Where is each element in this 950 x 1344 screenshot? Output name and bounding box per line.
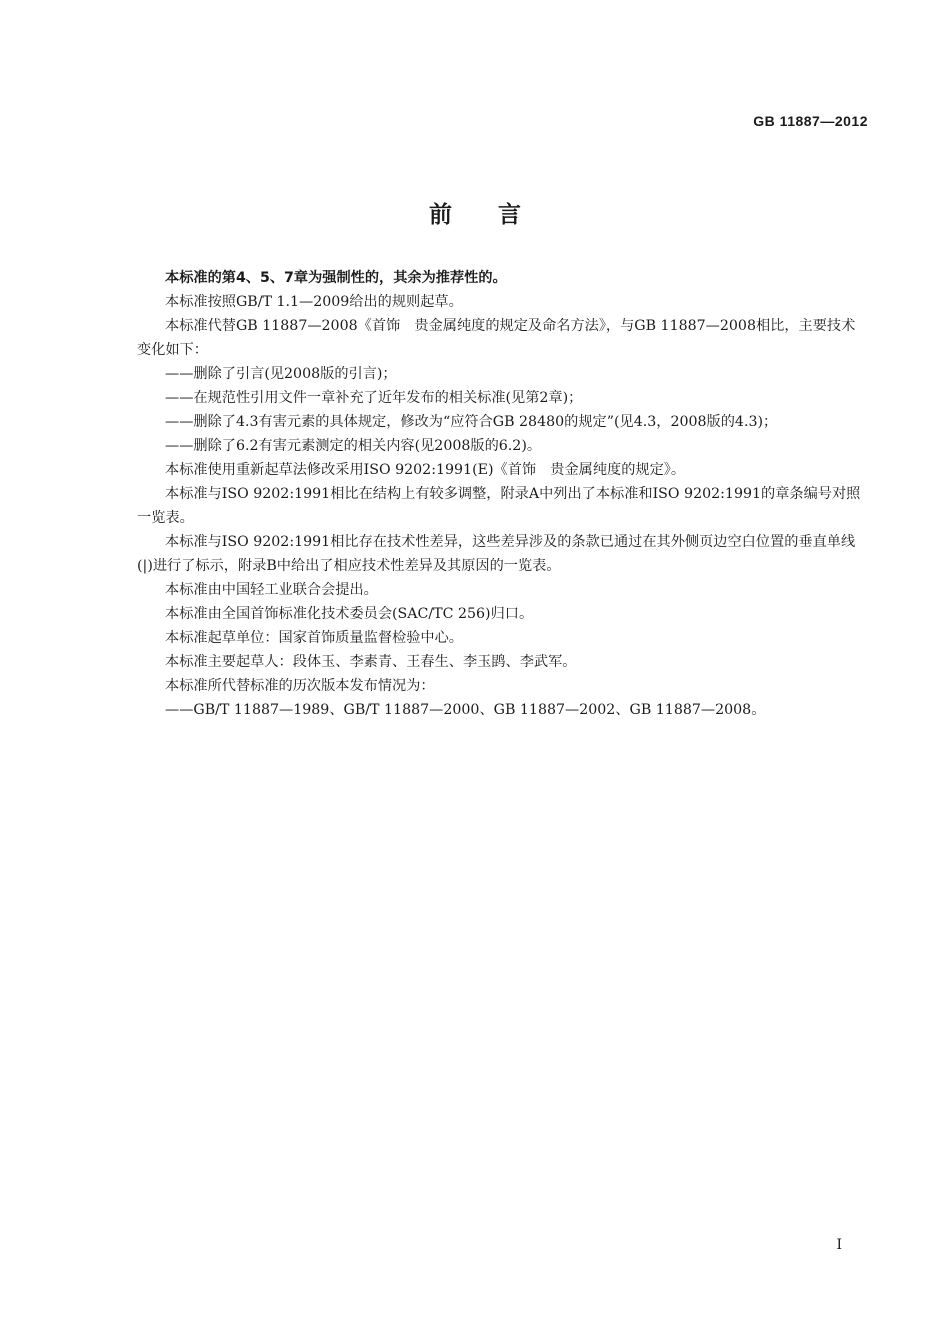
paragraph: 本标准按照GB/T 1.1—2009给出的规则起草。 — [165, 294, 463, 310]
list-item: ——删除了引言(见2008版的引言)； — [165, 366, 397, 382]
paragraph-mandatory-clause: 本标准的第4、5、7章为强制性的，其余为推荐性的。 — [165, 270, 507, 286]
standard-code: GB 11887—2012 — [753, 113, 868, 129]
paragraph: 本标准由中国轻工业联合会提出。 — [165, 582, 378, 598]
paragraph: 本标准主要起草人：段体玉、李素青、王春生、李玉鹍、李武军。 — [165, 654, 577, 670]
title-char-2: 言 — [498, 202, 521, 228]
title-char-1: 前 — [429, 202, 452, 228]
paragraph: 本标准由全国首饰标准化技术委员会(SAC/TC 256)归口。 — [165, 606, 534, 622]
preface-body — [137, 266, 869, 722]
paragraph: 本标准起草单位：国家首饰质量监督检验中心。 — [165, 630, 463, 646]
page-title — [0, 196, 950, 229]
list-item: ——GB/T 11887—1989、GB/T 11887—2000、GB 11887—2002、GB 11887—2008。 — [165, 702, 766, 718]
list-item: ——删除了6.2有害元素测定的相关内容(见2008版的6.2)。 — [165, 438, 542, 454]
paragraph: 本标准代替GB 11887—2008《首饰 贵金属纯度的规定及命名方法》，与GB 11887—2008相比，主要技术变化如下： — [137, 318, 856, 358]
paragraph: 本标准与ISO 9202:1991相比在结构上有较多调整，附录A中列出了本标准和ISO 9202:1991的章条编号对照一览表。 — [137, 486, 861, 526]
list-item: ——删除了4.3有害元素的具体规定，修改为“应符合GB 28480的规定”(见4.3，2008版的4.3)； — [165, 414, 778, 430]
paragraph: 本标准所代替标准的历次版本发布情况为： — [165, 678, 435, 694]
page-number: I — [836, 1237, 842, 1253]
list-item: ——在规范性引用文件一章补充了近年发布的相关标准(见第2章)； — [165, 390, 583, 406]
paragraph: 本标准使用重新起草法修改采用ISO 9202:1991(E)《首饰 贵金属纯度的规定》。 — [165, 462, 686, 478]
paragraph: 本标准与ISO 9202:1991相比存在技术性差异，这些差异涉及的条款已通过在其外侧页边空白位置的垂直单线(|)进行了标示，附录B中给出了相应技术性差异及其原因的一览表。 — [137, 534, 856, 574]
